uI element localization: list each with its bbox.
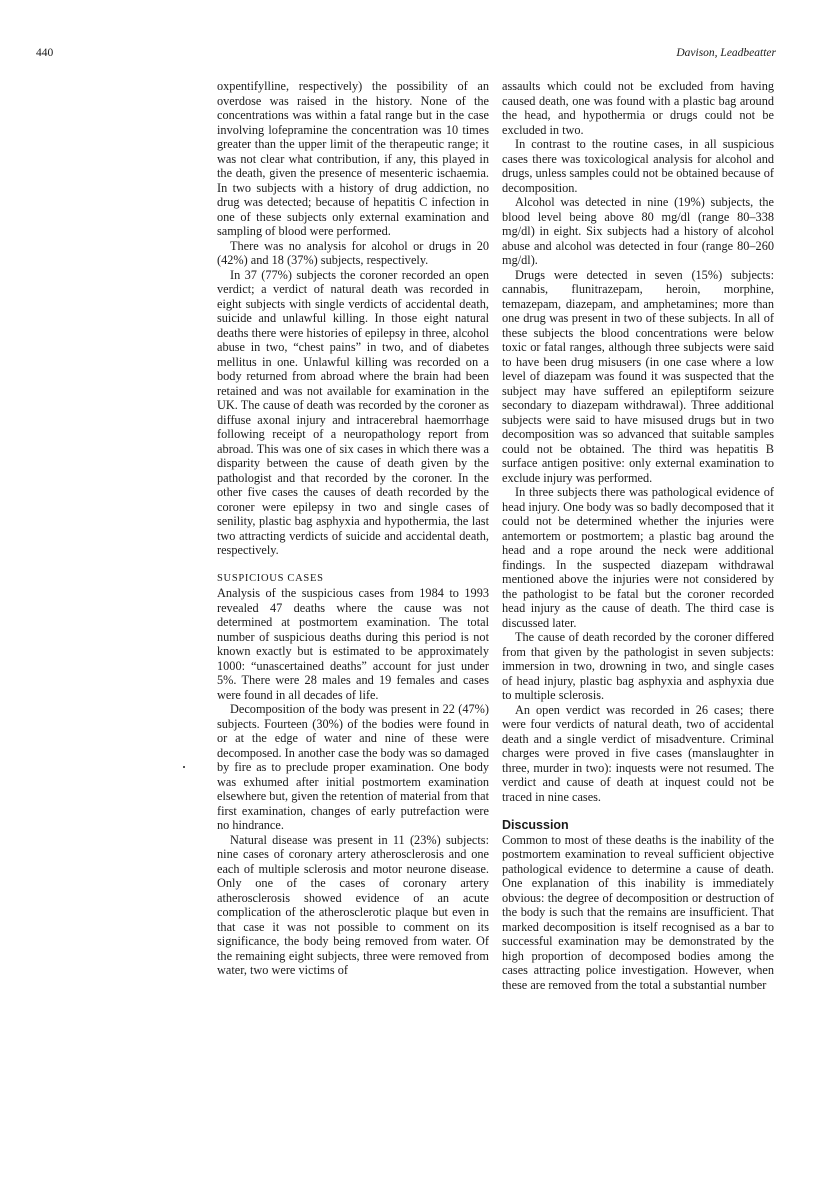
paragraph-continued: oxpentifylline, respectively) the possibility of an overdose was raised in the history. None of the concentrations was within a fatal range but in the case involving lofepramine the concentration was 10 times greater than the upper limit of the therapeutic range; it was not clear what contribution, if any, this played in the death, given the presence of mesenteric ischaemia. In two subjects with a history of drug addiction, no drug was detected; because of hepatitis C infection in one of these subjects only external examination and sampling of blood were performed. [217, 79, 489, 238]
paragraph: In three subjects there was pathological evidence of head injury. One body was so badly decomposed that it could not be determined whether the injuries were antemortem or postmortem; a plastic bag around the head and a rope around the neck were additional findings. In the suspected diazepam withdrawal mentioned above the injuries were not considered by the pathologist to be fatal but the coroner recorded head injury as the cause of death. The third case is discussed later. [502, 485, 774, 630]
right-column [502, 79, 774, 992]
paragraph: Alcohol was detected in nine (19%) subjects, the blood level being above 80 mg/dl (range 80–338 mg/dl) in eight. Six subjects had a history of alcohol abuse and alcohol was detected in four (range 80–260 mg/dl). [502, 195, 774, 267]
paragraph: Drugs were detected in seven (15%) subjects: cannabis, flunitrazepam, heroin, morphine, temazepam, diazepam, and amphetamines; more than one drug was present in two of these subjects. In all of these subjects the blood concentrations were below toxic or fatal ranges, although three subjects were said to have been drug misusers (in one case where a low level of diazepam was found it was suspected that the subject may have suffered an epileptiform seizure secondary to diazepam withdrawal). Three additional subjects were said to have misused drugs but in two decomposition was so advanced that suitable samples could not be obtained. The third was hepatitis B surface antigen positive: only external examination to exclude injury was performed. [502, 267, 774, 485]
paragraph: There was no analysis for alcohol or drugs in 20 (42%) and 18 (37%) subjects, respectively. [217, 238, 489, 267]
paragraph: An open verdict was recorded in 26 cases; there were four verdicts of natural death, two of accidental death and a single verdict of misadventure. Criminal charges were proved in five cases (manslaughter in three, murder in two): inquests were not resumed. The verdict and cause of death at inquest could not be traced in nine cases. [502, 702, 774, 804]
paragraph: Analysis of the suspicious cases from 1984 to 1993 revealed 47 deaths where the cause was not determined at postmortem examination. The total number of suspicious deaths during this period is not known exactly but is estimated to be approximately 1000: “unascertained deaths” account for just under 5%. There were 28 males and 19 females and cases were found in all decades of life. [217, 586, 489, 702]
page-number: 440 [36, 47, 54, 59]
paragraph: The cause of death recorded by the coroner differed from that given by the pathologist in seven subjects: immersion in two, drowning in two, and single cases of head injury, plastic bag asphyxia and asphyxia due to multiple sclerosis. [502, 630, 774, 702]
left-column [217, 79, 489, 978]
paragraph: In contrast to the routine cases, in all suspicious cases there was toxicological analysis for alcohol and drugs, unless samples could not be obtained because of decomposition. [502, 137, 774, 195]
section-heading-suspicious-cases: SUSPICIOUS CASES [217, 572, 324, 584]
paragraph-continued: assaults which could not be excluded from having caused death, one was found with a plastic bag around the head, and hypothermia or drugs could not be excluded in two. [502, 79, 774, 137]
paragraph: In 37 (77%) subjects the coroner recorded an open verdict; a verdict of natural death was recorded in eight subjects with single verdicts of accidental death, suicide and unlawful killing. In those eight natural deaths there were histories of epilepsy in three, alcohol abuse in two, “chest pains” in two, and of diabetes mellitus in one. Unlawful killing was recorded on a body returned from abroad where the brain had been retained and was not available for examination in the UK. The cause of death was recorded by the coroner as diffuse axonal injury and intracerebral haemorrhage following receipt of a neuropathology report from abroad. This was one of six cases in which there was a disparity between the cause of death given by the pathologist and that recorded by the coroner. In the other five cases the causes of death recorded by the coroner were epilepsy in two and single cases of senility, plastic bag asphyxia and hypothermia, the last two attracting verdicts of suicide and accidental death, respectively. [217, 267, 489, 557]
paragraph: Natural disease was present in 11 (23%) subjects: nine cases of coronary artery atherosclerosis and one each of multiple sclerosis and motor neurone disease. Only one of the cases of coronary artery atherosclerosis showed evidence of an acute complication of the atherosclerotic plaque but even in that case it was not possible to comment on its significance, the body being removed from water. Of the remaining eight subjects, three were removed from water, two were victims of [217, 832, 489, 977]
paragraph: Common to most of these deaths is the inability of the postmortem examination to reveal sufficient objective pathological evidence to determine a cause of death. One explanation of this inability is immediately obvious: the degree of decomposition or destruction of the body is such that the remains are insufficient. That marked decomposition is itself recognised as a bar to successful examination may be demonstrated by the high proportion of decomposed bodies among the cases attracting police investigation. However, when these are removed from the total a substantial number [502, 832, 774, 992]
running-head-authors: Davison, Leadbeatter [676, 47, 776, 59]
paragraph: Decomposition of the body was present in 22 (47%) subjects. Fourteen (30%) of the bodies were found in or at the edge of water and nine of these were decomposed. In another case the body was so damaged by fire as to preclude proper examination. One body was exhumed after initial postmortem examination elsewhere but, given the retention of material from that first examination, changes of early putrefaction were no hindrance. [217, 702, 489, 832]
scan-speck [183, 766, 185, 768]
page-header [0, 47, 816, 63]
section-heading-discussion: Discussion [502, 818, 569, 832]
